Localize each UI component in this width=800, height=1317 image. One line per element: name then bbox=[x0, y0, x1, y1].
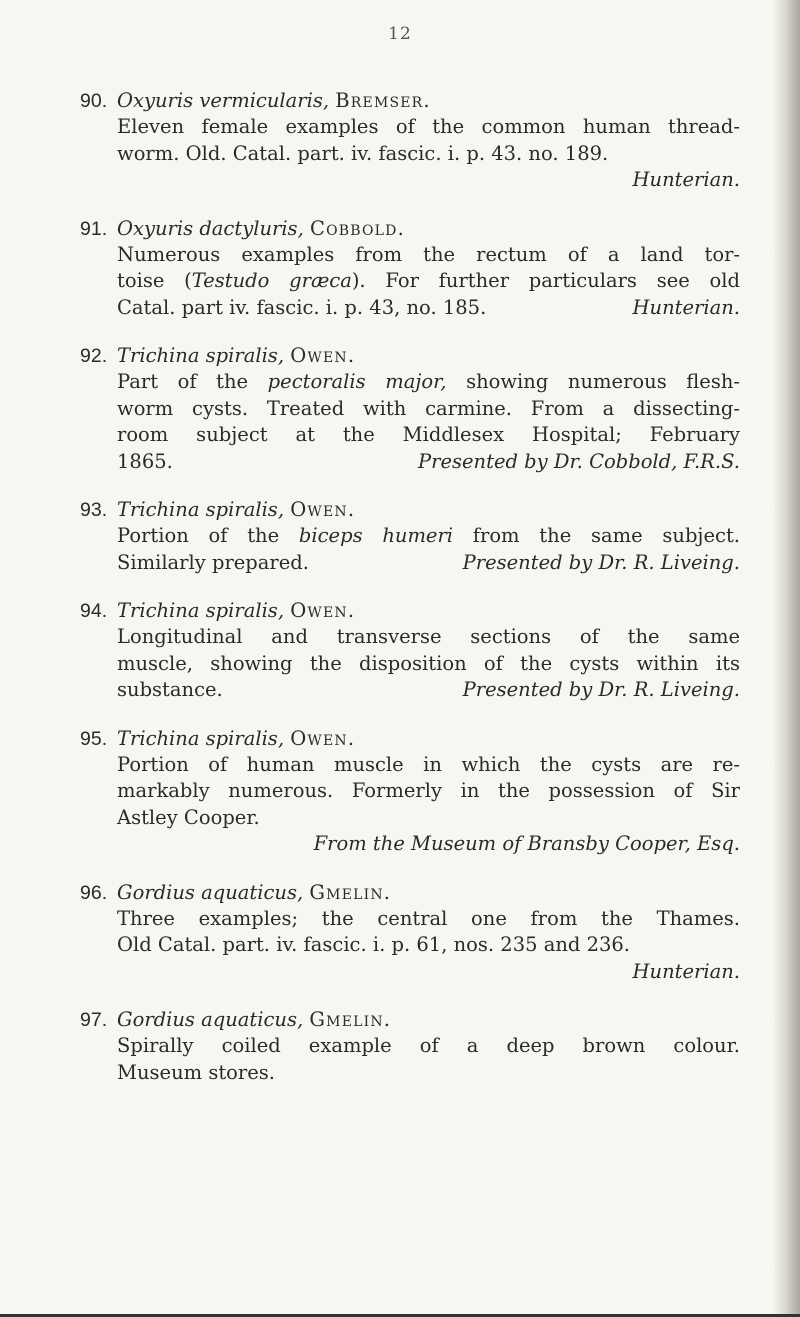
species-name: Trichina spiralis, bbox=[117, 498, 285, 521]
species-author: Owen. bbox=[290, 599, 356, 622]
species-name: Gordius aquaticus, bbox=[117, 880, 304, 904]
entry-description bbox=[117, 1033, 740, 1086]
entry-description bbox=[117, 752, 740, 858]
catalogue-entry-96 bbox=[80, 880, 740, 986]
description-line bbox=[117, 369, 740, 396]
text-segment: ). For further particulars see old bbox=[351, 269, 740, 292]
description-line bbox=[117, 550, 740, 577]
entry-number: 97. bbox=[80, 1009, 108, 1031]
species-author: Owen. bbox=[290, 344, 356, 367]
text-segment: toise ( bbox=[117, 269, 192, 292]
entry-number: 94. bbox=[80, 600, 108, 622]
entry-source: Presented by Dr. R. Liveing. bbox=[462, 678, 740, 701]
description-line: worm cysts. Treated with carmine. From a dissecting- bbox=[117, 396, 740, 420]
species-name: Gordius aquaticus, bbox=[117, 1008, 304, 1031]
entry-heading bbox=[117, 1007, 740, 1033]
page-number: 12 bbox=[388, 24, 412, 44]
species-name: Trichina spiralis, bbox=[117, 344, 285, 367]
description-line bbox=[117, 268, 740, 295]
entry-number: 92. bbox=[80, 345, 108, 367]
entry-heading bbox=[117, 497, 740, 523]
entry-source: Hunterian. bbox=[632, 168, 740, 191]
description-line: Astley Cooper. bbox=[117, 805, 260, 829]
description-line: muscle, showing the disposition of the cysts within its bbox=[117, 651, 740, 675]
description-line: Portion of human muscle in which the cysts are re- bbox=[117, 752, 740, 776]
catalogue-entry-90 bbox=[80, 88, 740, 194]
text-segment: from the same subject. bbox=[453, 524, 740, 547]
catalogue-entry-91 bbox=[80, 216, 740, 322]
entry-description bbox=[117, 523, 740, 576]
description-line bbox=[117, 523, 740, 550]
description-line: Museum stores. bbox=[117, 1060, 275, 1084]
description-line: Old Catal. part. iv. fascic. i. p. 61, nos. 235 and 236. bbox=[117, 933, 630, 956]
text-segment: Similarly prepared. bbox=[117, 550, 309, 574]
description-line: Numerous examples from the rectum of a land tor- bbox=[117, 242, 740, 266]
entry-number: 91. bbox=[80, 217, 108, 240]
text-segment: showing numerous flesh- bbox=[446, 370, 740, 393]
entry-source: Hunterian. bbox=[632, 959, 740, 983]
catalogue-entry-94 bbox=[80, 598, 740, 704]
entry-heading bbox=[117, 343, 740, 369]
description-line: Eleven female examples of the common human thread- bbox=[117, 115, 740, 138]
species-author: Owen. bbox=[290, 498, 356, 521]
catalogue-entry-93 bbox=[80, 497, 740, 576]
species-name: Trichina spiralis, bbox=[117, 726, 285, 750]
species-author: Gmelin. bbox=[309, 1008, 392, 1031]
entry-description bbox=[117, 906, 740, 986]
entry-description bbox=[117, 369, 740, 475]
entry-description bbox=[117, 114, 740, 194]
species-author: Cobbold. bbox=[309, 216, 405, 240]
text-segment: Catal. part iv. fascic. i. p. 43, no. 185. bbox=[117, 295, 487, 319]
description-line bbox=[117, 295, 740, 322]
species-name: Oxyuris vermicularis, bbox=[117, 89, 330, 112]
species-author: Bremser. bbox=[335, 89, 431, 112]
species-name: Trichina spiralis, bbox=[117, 599, 285, 622]
text-segment: 1865. bbox=[117, 449, 173, 473]
entry-source: Presented by Dr. R. Liveing. bbox=[462, 550, 740, 574]
description-line: Longitudinal and transverse sections of the same bbox=[117, 625, 740, 648]
entry-heading bbox=[117, 88, 740, 114]
catalogue-entry-95 bbox=[80, 726, 740, 858]
description-line bbox=[117, 449, 740, 476]
description-line: worm. Old. Catal. part. iv. fascic. i. p. 43. no. 189. bbox=[117, 141, 609, 165]
entry-number: 90. bbox=[80, 90, 108, 112]
description-line: room subject at the Middlesex Hospital; February bbox=[117, 423, 740, 446]
entry-heading bbox=[117, 598, 740, 624]
entry-heading bbox=[117, 216, 740, 242]
description-line bbox=[117, 677, 740, 704]
italic-segment: Testudo græca bbox=[191, 269, 352, 292]
catalogue-entry-92 bbox=[80, 343, 740, 475]
species-author: Owen. bbox=[290, 726, 356, 750]
entry-source: From the Museum of Bransby Cooper, Esq. bbox=[313, 832, 740, 855]
species-name: Oxyuris dactyluris, bbox=[117, 216, 304, 240]
entry-source: Presented by Dr. Cobbold, F.R.S. bbox=[418, 449, 740, 473]
entry-source: Hunterian. bbox=[632, 295, 740, 319]
entry-heading bbox=[117, 880, 740, 906]
italic-segment: pectoralis major, bbox=[267, 370, 447, 393]
entry-description bbox=[117, 242, 740, 322]
species-author: Gmelin. bbox=[309, 880, 392, 904]
description-line: Spirally coiled example of a deep brown colour. bbox=[117, 1034, 740, 1057]
entry-number: 95. bbox=[80, 727, 108, 750]
text-segment: Portion of the bbox=[117, 524, 299, 547]
italic-segment: biceps humeri bbox=[298, 524, 454, 547]
entry-number: 93. bbox=[80, 499, 108, 521]
text-segment: substance. bbox=[117, 678, 223, 701]
entry-heading bbox=[117, 726, 740, 752]
entry-number: 96. bbox=[80, 881, 108, 904]
description-line: Three examples; the central one from the Thames. bbox=[117, 906, 740, 930]
entry-description bbox=[117, 624, 740, 704]
catalogue-entries bbox=[80, 88, 740, 1108]
text-segment: Part of the bbox=[117, 370, 268, 393]
page-edge-shadow bbox=[774, 0, 800, 1317]
description-line: markably numerous. Formerly in the possession of Sir bbox=[117, 779, 740, 802]
catalogue-entry-97 bbox=[80, 1007, 740, 1086]
